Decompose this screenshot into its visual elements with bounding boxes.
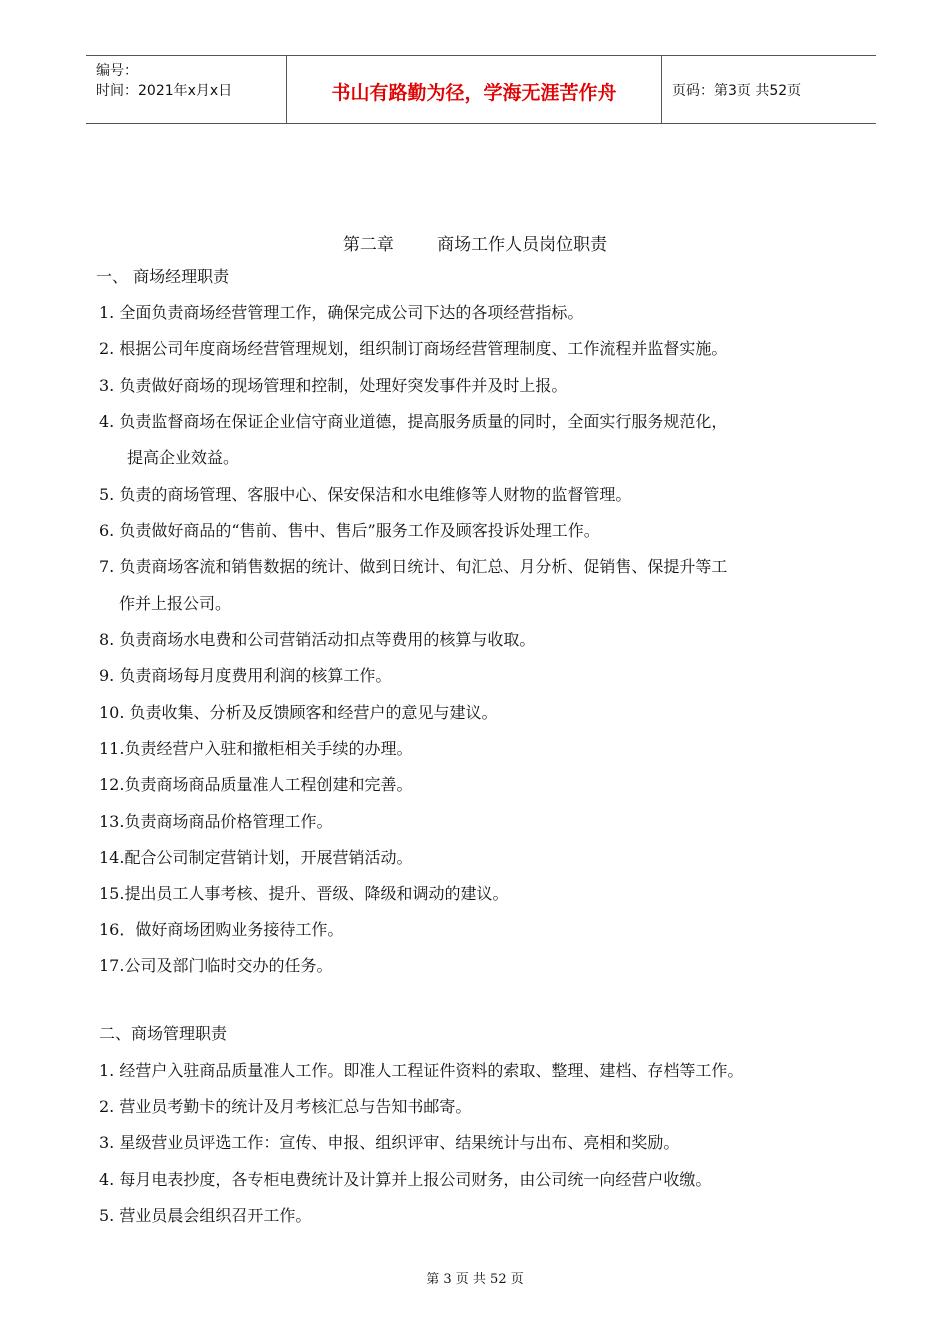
page-footer: 第 3 页 共 52 页 xyxy=(426,1272,524,1287)
list-item: 10. 负责收集、分析及反馈顾客和经营户的意见与建议。 xyxy=(99,703,498,722)
list-item: 7. 负责商场客流和销售数据的统计、做到日统计、旬汇总、月分析、促销售、保提升等工 xyxy=(99,557,728,576)
header-right-cell xyxy=(660,56,876,123)
list-item: 2. 营业员考勤卡的统计及月考核汇总与告知书邮寄。 xyxy=(99,1097,472,1116)
chapter-title: 第二章 商场工作人员岗位职责 xyxy=(342,235,608,255)
list-item: 16．做好商场团购业务接待工作。 xyxy=(99,920,344,939)
list-item: 3. 负责做好商场的现场管理和控制，处理好突发事件并及时上报。 xyxy=(99,376,568,395)
list-item: 6. 负责做好商品的“售前、售中、售后”服务工作及顾客投诉处理工作。 xyxy=(99,521,600,540)
list-item: 5. 营业员晨会组织召开工作。 xyxy=(99,1206,312,1225)
list-item: 15.提出员工人事考核、提升、晋级、降级和调动的建议。 xyxy=(99,884,509,903)
list-item: 17.公司及部门临时交办的任务。 xyxy=(99,956,333,975)
list-item: 4. 每月电表抄度，各专柜电费统计及计算并上报公司财务，由公司统一向经营户收缴。 xyxy=(99,1170,712,1189)
section2-heading: 二、商场管理职责 xyxy=(99,1024,228,1043)
list-item: 8. 负责商场水电费和公司营销活动扣点等费用的核算与收取。 xyxy=(99,630,536,649)
list-item: 14.配合公司制定营销计划，开展营销活动。 xyxy=(99,848,413,867)
list-item: 11.负责经营户入驻和撤柜相关手续的办理。 xyxy=(99,739,413,758)
header-page-code: 页码：第3页 共52页 xyxy=(672,83,802,99)
list-item: 4. 负责监督商场在保证企业信守商业道德，提高服务质量的同时，全面实行服务规范化， xyxy=(99,412,728,431)
document-number-label: 编号： xyxy=(96,63,138,79)
list-item: 1. 经营户入驻商品质量准人工作。即准人工程证件资料的索取、整理、建档、存档等工作。 xyxy=(99,1061,744,1080)
document-time-label: 时间：2021年x月x日 xyxy=(96,83,233,99)
list-item: 1. 全面负责商场经营管理工作，确保完成公司下达的各项经营指标。 xyxy=(99,303,584,322)
list-item: 9. 负责商场每月度费用利润的核算工作。 xyxy=(99,666,392,685)
header-middle-cell xyxy=(286,56,662,123)
header-motto: 书山有路勤为径，学海无涯苦作舟 xyxy=(331,82,617,104)
list-item: 13.负责商场商品价格管理工作。 xyxy=(99,812,333,831)
list-item: 3. 星级营业员评选工作：宣传、申报、组织评审、结果统计与出布、亮相和奖励。 xyxy=(99,1133,680,1152)
list-item: 12.负责商场商品质量准人工程创建和完善。 xyxy=(99,775,413,794)
list-item: 2. 根据公司年度商场经营管理规划，组织制订商场经营管理制度、工作流程并监督实施。 xyxy=(99,339,728,358)
list-item: 5. 负责的商场管理、客服中心、保安保洁和水电维修等人财物的监督管理。 xyxy=(99,485,632,504)
page-header xyxy=(86,55,876,124)
header-left-cell xyxy=(86,56,286,123)
section1-heading: 一、 商场经理职责 xyxy=(96,267,230,286)
list-item-continued: 提高企业效益。 xyxy=(127,448,240,467)
list-item-continued: 作并上报公司。 xyxy=(119,594,232,613)
